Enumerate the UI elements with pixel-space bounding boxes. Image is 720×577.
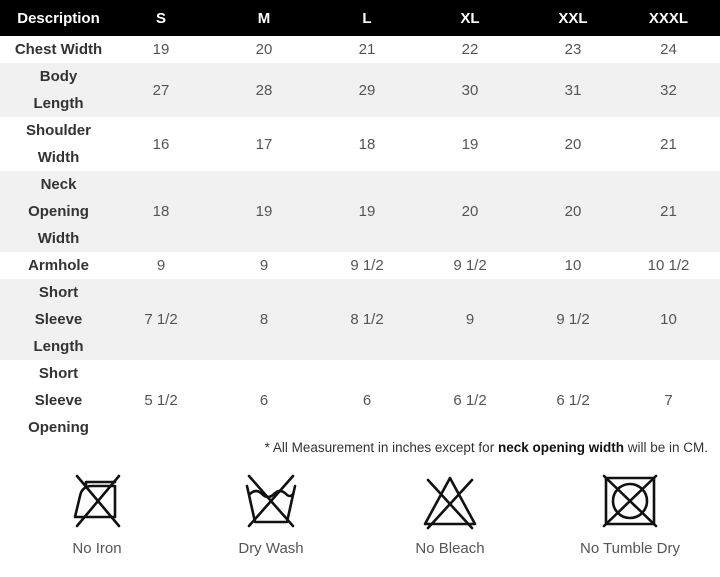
table-cell: 9 1/2 [350,257,384,274]
table-cell: 23 [564,41,582,58]
header-size-xxxl: XXXL [617,0,720,36]
row-label: Armhole [28,257,89,274]
table-cell: 18 [117,171,205,252]
table-cell: 21 [358,41,376,58]
care-label: No Tumble Dry [579,540,681,557]
note-prefix: * All Measurement in inches except for [264,440,498,455]
care-no-tumble-dry [560,470,700,557]
care-no-iron [27,470,167,557]
row-label: Chest Width [14,41,103,58]
table-cell: 7 [664,392,673,409]
table-row-neck-opening-width [0,171,720,252]
table-cell: 32 [617,63,720,117]
table-row-short-sleeve-length [0,279,720,360]
table-cell: 6 1/2 [556,392,590,409]
table-cell: 20 [255,41,273,58]
care-no-bleach [380,470,520,557]
row-label: Shoulder Width [25,122,91,166]
table-cell: 19 [152,41,170,58]
table-row-body-length [0,63,720,117]
table-cell: 20 [529,171,617,252]
table-cell: 19 [323,171,411,252]
dry-wash-icon [241,470,301,530]
table-cell: 28 [205,63,323,117]
header-size-s: S [117,0,205,36]
row-label: Neck Opening Width [0,171,117,252]
row-label: Short Sleeve Opening [28,365,89,436]
table-cell: 7 1/2 [117,279,205,360]
care-label: Dry Wash [238,540,304,557]
table-cell: 9 [411,279,529,360]
table-cell: 24 [660,41,677,58]
table-header-row [0,0,720,36]
no-tumble-dry-icon [600,470,660,530]
table-cell: 31 [529,63,617,117]
table-row-shoulder-width [0,117,720,171]
care-dry-wash [201,470,341,557]
no-iron-icon [69,470,125,530]
table-cell: 6 [362,392,372,409]
no-bleach-icon [420,470,480,530]
row-label: Short Sleeve Length [0,279,117,360]
table-cell: 21 [617,171,720,252]
table-cell: 10 [564,257,582,274]
table-cell: 18 [358,135,376,153]
table-row-short-sleeve-opening [0,360,720,441]
table-cell: 5 1/2 [144,392,178,409]
table-cell: 9 [259,257,269,274]
care-label: No Bleach [415,540,485,557]
header-size-xxl: XXL [529,0,617,36]
table-cell: 10 1/2 [647,257,690,274]
note-emphasis: neck opening width [497,440,624,455]
table-cell: 21 [660,135,677,153]
table-cell: 8 [205,279,323,360]
header-size-xl: XL [411,0,529,36]
table-cell: 20 [564,135,582,153]
table-cell: 6 [259,392,269,409]
header-description: Description [0,0,117,36]
table-cell: 9 1/2 [529,279,617,360]
table-cell: 8 1/2 [323,279,411,360]
row-label: Body Length [0,63,117,117]
table-cell: 19 [205,171,323,252]
table-cell: 16 [152,135,170,153]
table-cell: 27 [117,63,205,117]
table-cell: 9 [156,257,166,274]
table-cell: 6 1/2 [453,392,487,409]
table-cell: 17 [255,135,273,153]
table-cell: 22 [461,41,479,58]
table-cell: 20 [411,171,529,252]
header-size-m: M [205,0,323,36]
header-size-l: L [323,0,411,36]
table-cell: 29 [323,63,411,117]
table-row-armhole [0,252,720,279]
note-suffix: will be in CM. [623,440,708,455]
measurement-note [265,440,708,455]
table-cell: 9 1/2 [453,257,487,274]
care-label: No Iron [72,540,122,557]
table-cell: 19 [461,135,479,153]
table-cell: 30 [411,63,529,117]
table-row-chest-width [0,36,720,63]
table-cell: 10 [617,279,720,360]
